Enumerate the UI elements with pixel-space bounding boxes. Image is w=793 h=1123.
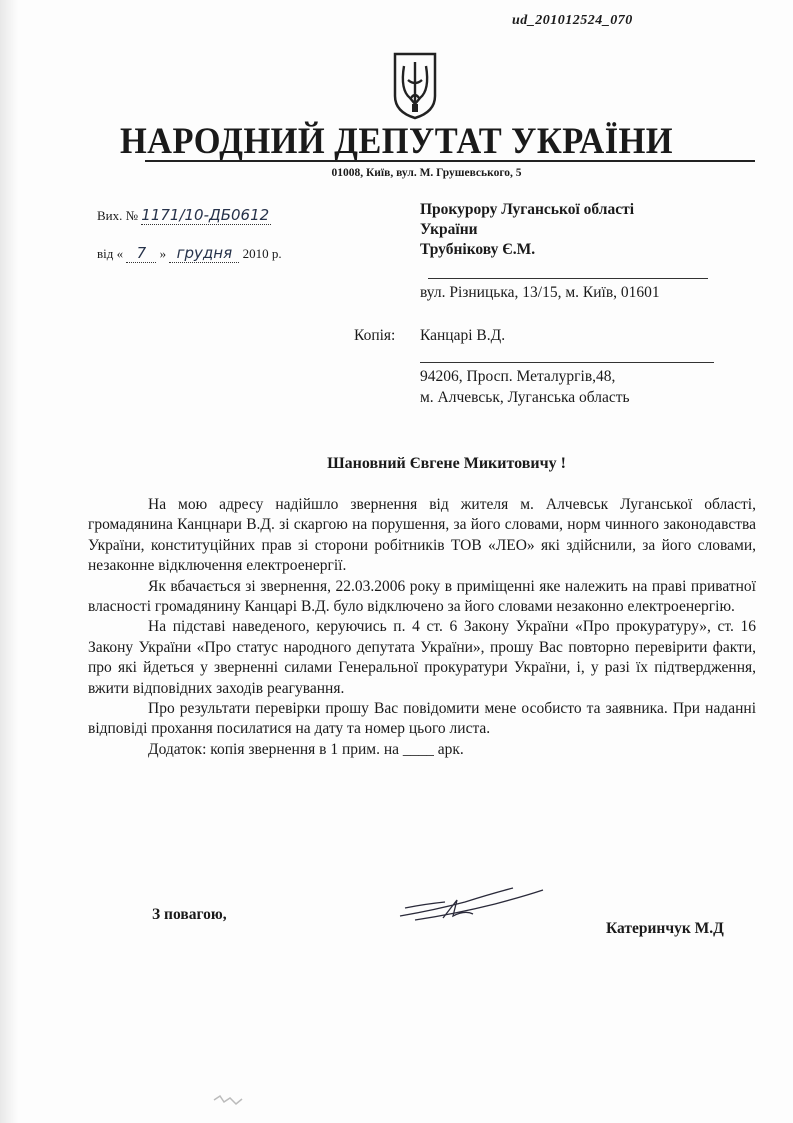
body-paragraph-3: На підставі наведеного, керуючись п. 4 ст. 6 Закону України «Про прокуратуру», ст. 16 Закону України «Про статус народного депутата України», прошу Вас повторно перевірити факти, про які йдеться у зверненні силами Генеральної прокуратури України, і, у разі їх підтвердження, вжити відповідних заходів реагування. — [88, 618, 756, 697]
salutation: Шановний Євгене Микитовичу ! — [327, 455, 566, 472]
copy-name: Канцарі В.Д. — [420, 327, 506, 344]
outgoing-number-row — [97, 206, 271, 225]
recipient-line-3: Трубнікову Є.М. — [420, 241, 536, 258]
letter-body — [88, 495, 756, 760]
copy-label: Копія: — [354, 327, 396, 344]
body-paragraph-1: На мою адресу надійшло звернення від жителя м. Алчевськ Луганської області, громадянина Канцнари В.Д. зі скаргою на порушення, за його словами, норм чинного законодавства України, конституційних прав зі сторони робітників ТОВ «ЛЕО» які здійснили, за його словами, незаконне відключення електроенергії. — [88, 496, 756, 575]
recipient-divider — [428, 278, 708, 279]
body-paragraph-2: Як вбачається зі звернення, 22.03.2006 року в приміщенні яке належить на праві приватної власності громадянину Канцарі В.Д. було відключено за його словами незаконно електроенергію. — [88, 577, 756, 616]
recipient-line-2: України — [420, 221, 478, 238]
handwritten-signature — [395, 880, 545, 930]
title-divider — [145, 160, 755, 162]
document-id: ud_201012524_070 — [512, 13, 633, 28]
recipient-line-1: Прокурору Луганської області — [420, 201, 635, 218]
copy-address-line-2: м. Алчевськ, Луганська область — [420, 389, 630, 406]
date-mid: » — [159, 246, 167, 261]
copy-divider — [420, 362, 714, 363]
date-prefix: від « — [97, 246, 124, 261]
sender-address: 01008, Київ, вул. М. Грушевського, 5 — [331, 167, 522, 179]
date-row — [97, 244, 282, 263]
outgoing-number-label: Вих. № — [97, 208, 139, 223]
date-day: 7 — [126, 244, 156, 263]
trident-emblem-icon — [392, 52, 438, 120]
recipient-block — [420, 200, 634, 260]
date-year: 2010 р. — [242, 246, 282, 261]
date-month: грудня — [169, 244, 239, 263]
copy-address-line-1: 94206, Просп. Металургів,48, — [420, 368, 616, 385]
body-paragraph-4: Про результати перевірки прошу Вас повідомити мене особисто та заявника. При наданні відповіді прохання посилатися на дату та номер цього листа. — [88, 700, 756, 738]
recipient-address: вул. Різницька, 13/15, м. Київ, 01601 — [420, 284, 660, 301]
page-title: НАРОДНИЙ ДЕПУТАТ УКРАЇНИ — [119, 121, 674, 162]
outgoing-number-value: 1171/10-ДБ0612 — [141, 206, 271, 225]
scan-smudge — [210, 1090, 250, 1110]
attachment-note: Додаток: копія звернення в 1 прим. на ____ арк. — [148, 740, 464, 758]
signer-name: Катеринчук М.Д — [606, 920, 724, 937]
signoff: З повагою, — [152, 906, 227, 923]
